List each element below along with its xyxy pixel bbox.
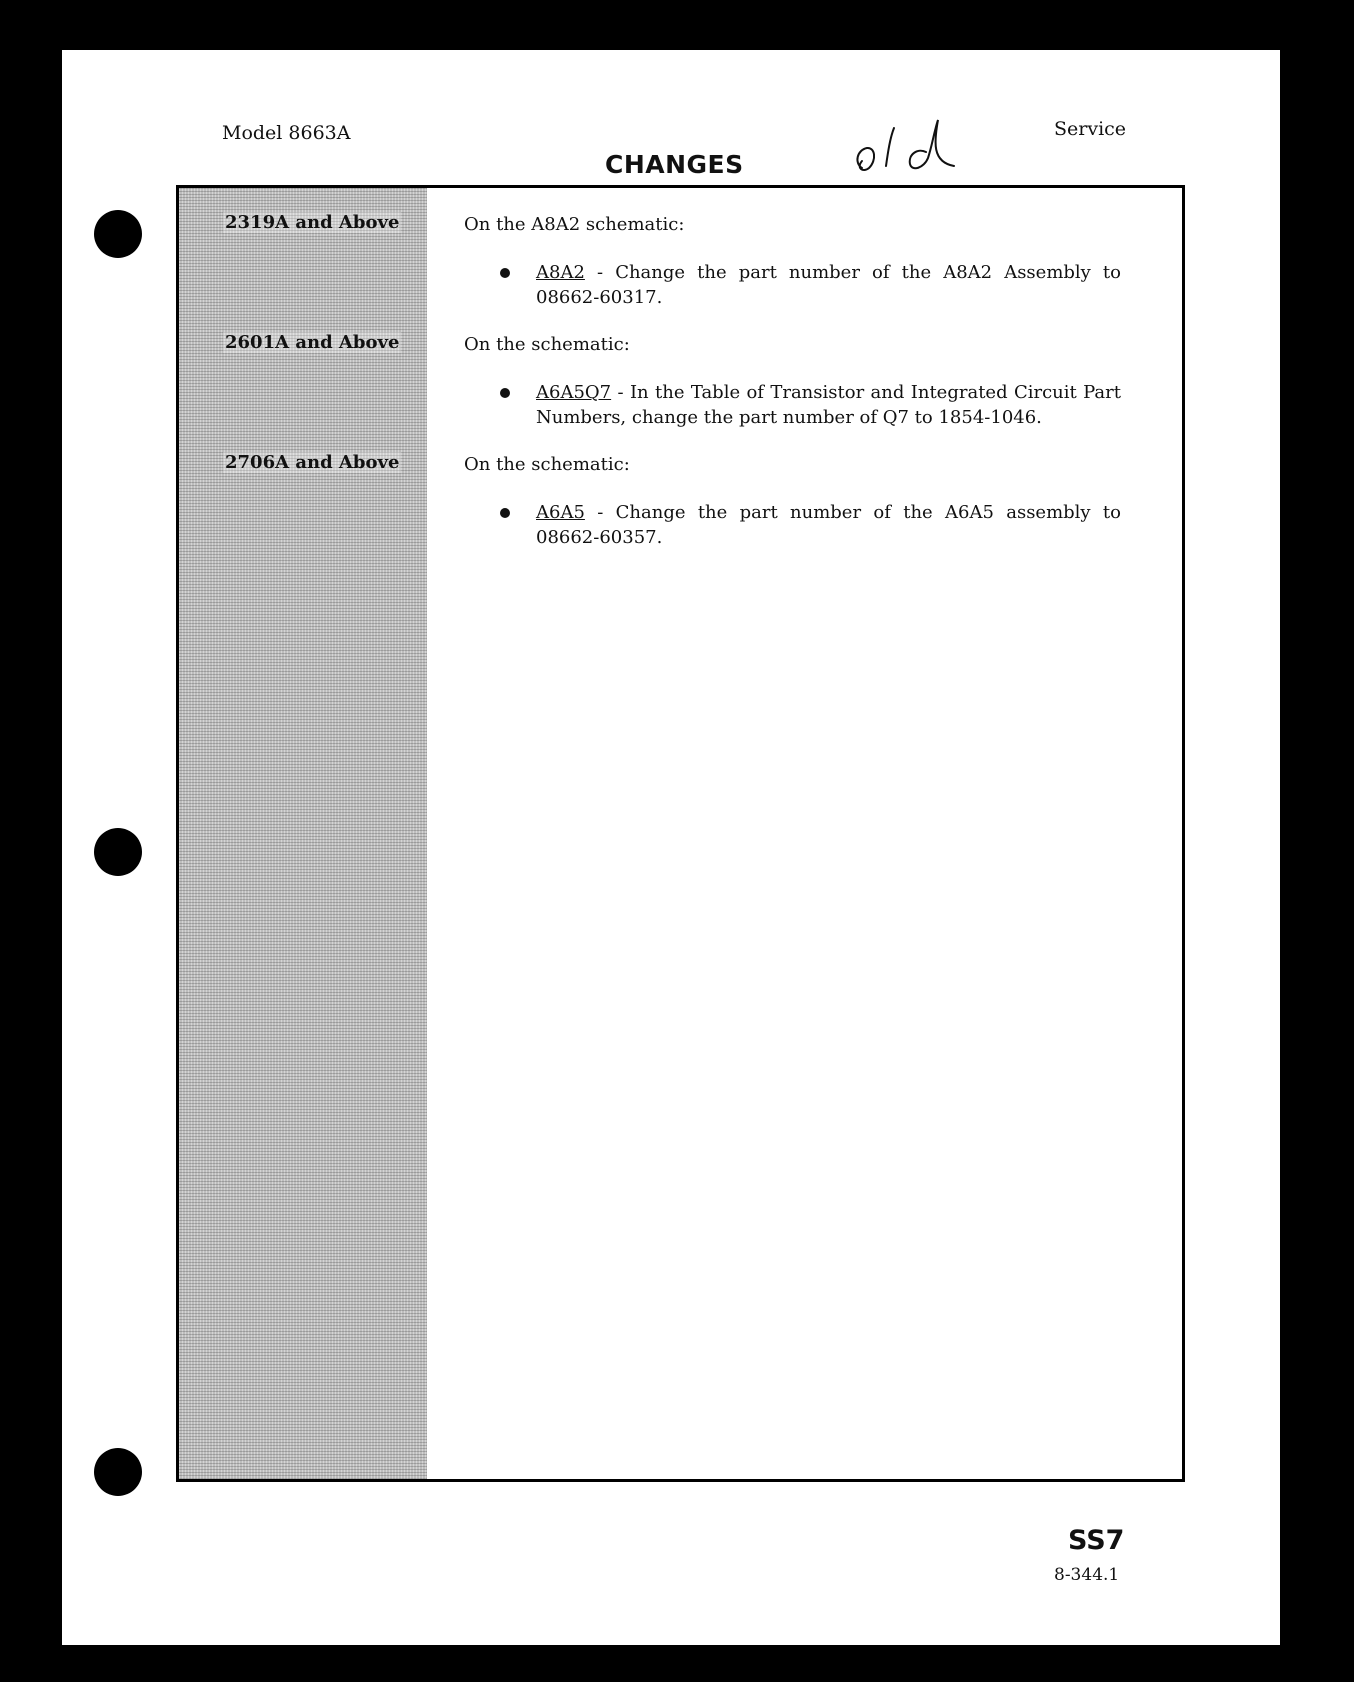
- serial-prefix-label: 2319A and Above: [225, 212, 400, 233]
- serial-prefix-label: 2601A and Above: [225, 332, 400, 353]
- change-description: In the Table of Transistor and Integrated Circuit Part Numbers, change the part number of Q7 to 1854-1046.: [536, 382, 1121, 428]
- change-text: A8A2 - Change the part number of the A8A2 Assembly to 08662-60317.: [536, 262, 1121, 308]
- page-title: CHANGES: [605, 150, 744, 179]
- component-ref: A6A5Q7: [536, 382, 612, 403]
- change-intro: On the schematic:: [464, 454, 630, 475]
- footer-code: SS7: [1068, 1525, 1125, 1556]
- section-label: Service: [1054, 118, 1127, 140]
- changes-content: [464, 188, 1157, 1479]
- component-ref: A6A5: [536, 502, 585, 523]
- change-intro: On the schematic:: [464, 334, 630, 355]
- handwritten-note: [848, 116, 958, 178]
- changes-table: [176, 185, 1185, 1482]
- page-number: 8-344.1: [1054, 1565, 1120, 1585]
- component-ref: A8A2: [536, 262, 585, 283]
- serial-sidebar: [179, 188, 427, 1479]
- change-intro: On the A8A2 schematic:: [464, 214, 685, 235]
- punch-hole: [94, 210, 142, 258]
- model-label: Model 8663A: [222, 122, 351, 144]
- bullet-icon: [500, 388, 510, 398]
- serial-prefix-label: 2706A and Above: [225, 452, 400, 473]
- change-text: A6A5 - Change the part number of the A6A5 assembly to 08662-60357.: [536, 502, 1121, 548]
- change-description: Change the part number of the A8A2 Assembly to 08662-60317.: [536, 262, 1121, 308]
- bullet-icon: [500, 508, 510, 518]
- punch-hole: [94, 828, 142, 876]
- change-description: Change the part number of the A6A5 assembly to 08662-60357.: [536, 502, 1121, 548]
- bullet-icon: [500, 268, 510, 278]
- punch-hole: [94, 1448, 142, 1496]
- manual-page: [62, 50, 1280, 1645]
- change-text: A6A5Q7 - In the Table of Transistor and Integrated Circuit Part Numbers, change the part number of Q7 to 1854-1046.: [536, 382, 1121, 428]
